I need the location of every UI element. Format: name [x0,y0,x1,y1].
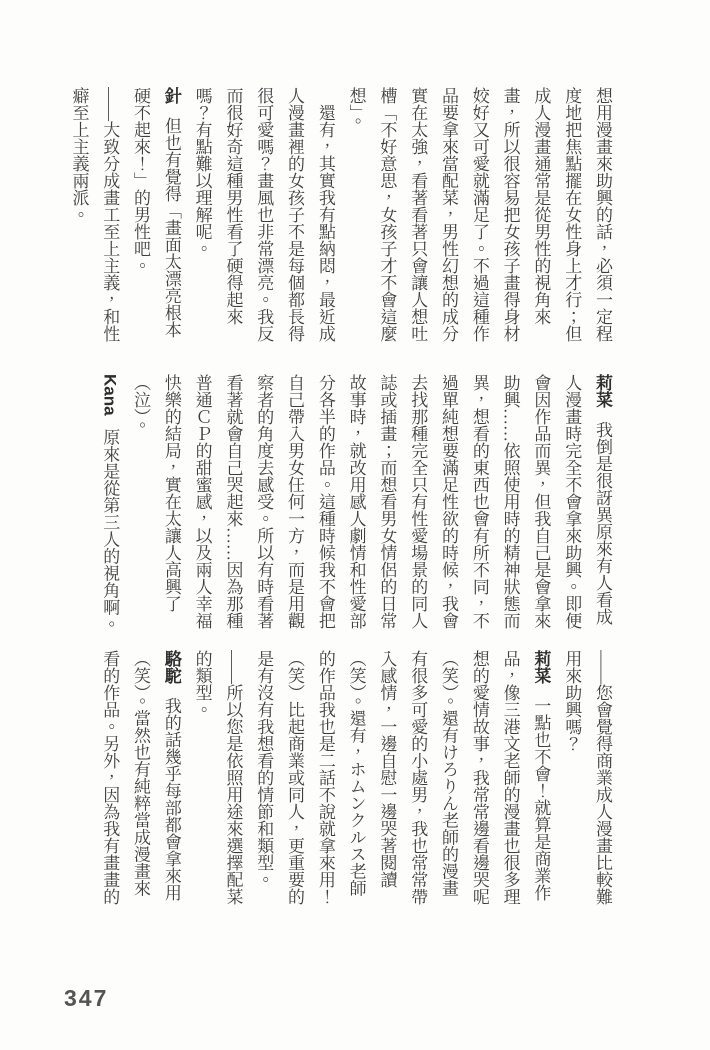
paragraph-text: 但也有覺得「畫面太漂亮根本硬不起來！」的男性吧。 [131,87,181,338]
paragraph-speaker-rina [247,650,555,909]
speaker-name: 針 [161,87,181,104]
paragraph-text: ——大致分成畫工至上主義，和性癖至上主義兩派。 [69,87,120,342]
speaker-name: Kana [100,374,120,416]
paragraph-text: 想用漫畫來助興的話，必須一定程度地把焦點擺在女性身上才行；但成人漫畫通常是從男性的視角來畫，所以很容易把女孩子畫得身材姣好又可愛就滿足了。不過這種作品要拿來當配菜，男性幻想的成分實在太強，看著看著只會讓人想吐槽「不好意思，女孩子才不會這麼想」。 [346,87,612,342]
text-band-middle [27,374,617,633]
paragraph-text: 還有，其實我有點納悶，最近成人漫畫裡的女孩子不是每個都長得很可愛嗎？畫風也非常漂亮。我反而很好奇這種男性看了硬得起來嗎？有點難以理解呢。 [192,87,335,342]
paragraph-interviewer [63,87,125,346]
text-band-bottom [27,650,617,909]
paragraph-text: 我的話幾乎每部都會拿來用（笑）。當然也有純粹當成漫畫來看的作品。另外，因為我有畫畫的 [100,650,181,905]
paragraph-text: ——您會覺得商業成人漫畫比較難用來助興嗎？ [562,650,612,905]
paragraph-text: 我倒是很訝異原來有人看成人漫畫時完全不會拿來助興。即便會因作品而異，但我自己是會拿來助興……依照使用時的精神狀態而異，想看的東西也會有所不同，不過單純想要滿足性欲的時候，我會去找那種完全只有性愛場景的同人誌或插畫；而想看男女情侶的日常故事時，就改用感人劇情和性愛部分各半的作品。這種時候我不會把自己帶入男女任何一方，而是用觀察者的角度去感受。所以有時看著看著就會自己哭起來……因為那種普通ＣＰ的甜蜜感，以及兩人幸福快樂的結局，實在太讓人高興了（泣）。 [131,374,612,629]
paragraph-speaker-rakuda [93,650,185,909]
paragraph-speaker-hari [124,87,186,346]
paragraph-speaker-kana [93,374,124,633]
paragraph-text: 一點也不會！就算是商業作品，像三港文老師的漫畫也很多理想的愛情故事，我常常邊看邊哭呢（笑）。還有けろりん老師的漫畫有很多可愛的小處男，我也常常帶入感情，一邊自慰一邊哭著閱讀（笑）。還有，ホムンクルス老師的作品我也是二話不說就拿來用！（笑）比起商業或同人，更重要的是有沒有我想看的情節和類型。 [254,650,551,905]
speaker-name: 莉菜 [531,650,551,684]
paragraph-interviewer [186,650,248,909]
text-band-top [27,87,617,346]
speaker-name: 莉菜 [593,374,612,408]
paragraph [186,87,340,346]
paragraph-text: 原來是從第三人的視角啊。 [100,428,120,633]
paragraph [340,87,617,346]
paragraph-speaker-rina [124,374,617,633]
speaker-name: 駱駝 [161,650,181,684]
page-number: 347 [64,985,109,1011]
paragraph-interviewer [555,650,617,909]
paragraph-text: ——所以您是依照用途來選擇配菜的類型。 [192,650,243,905]
